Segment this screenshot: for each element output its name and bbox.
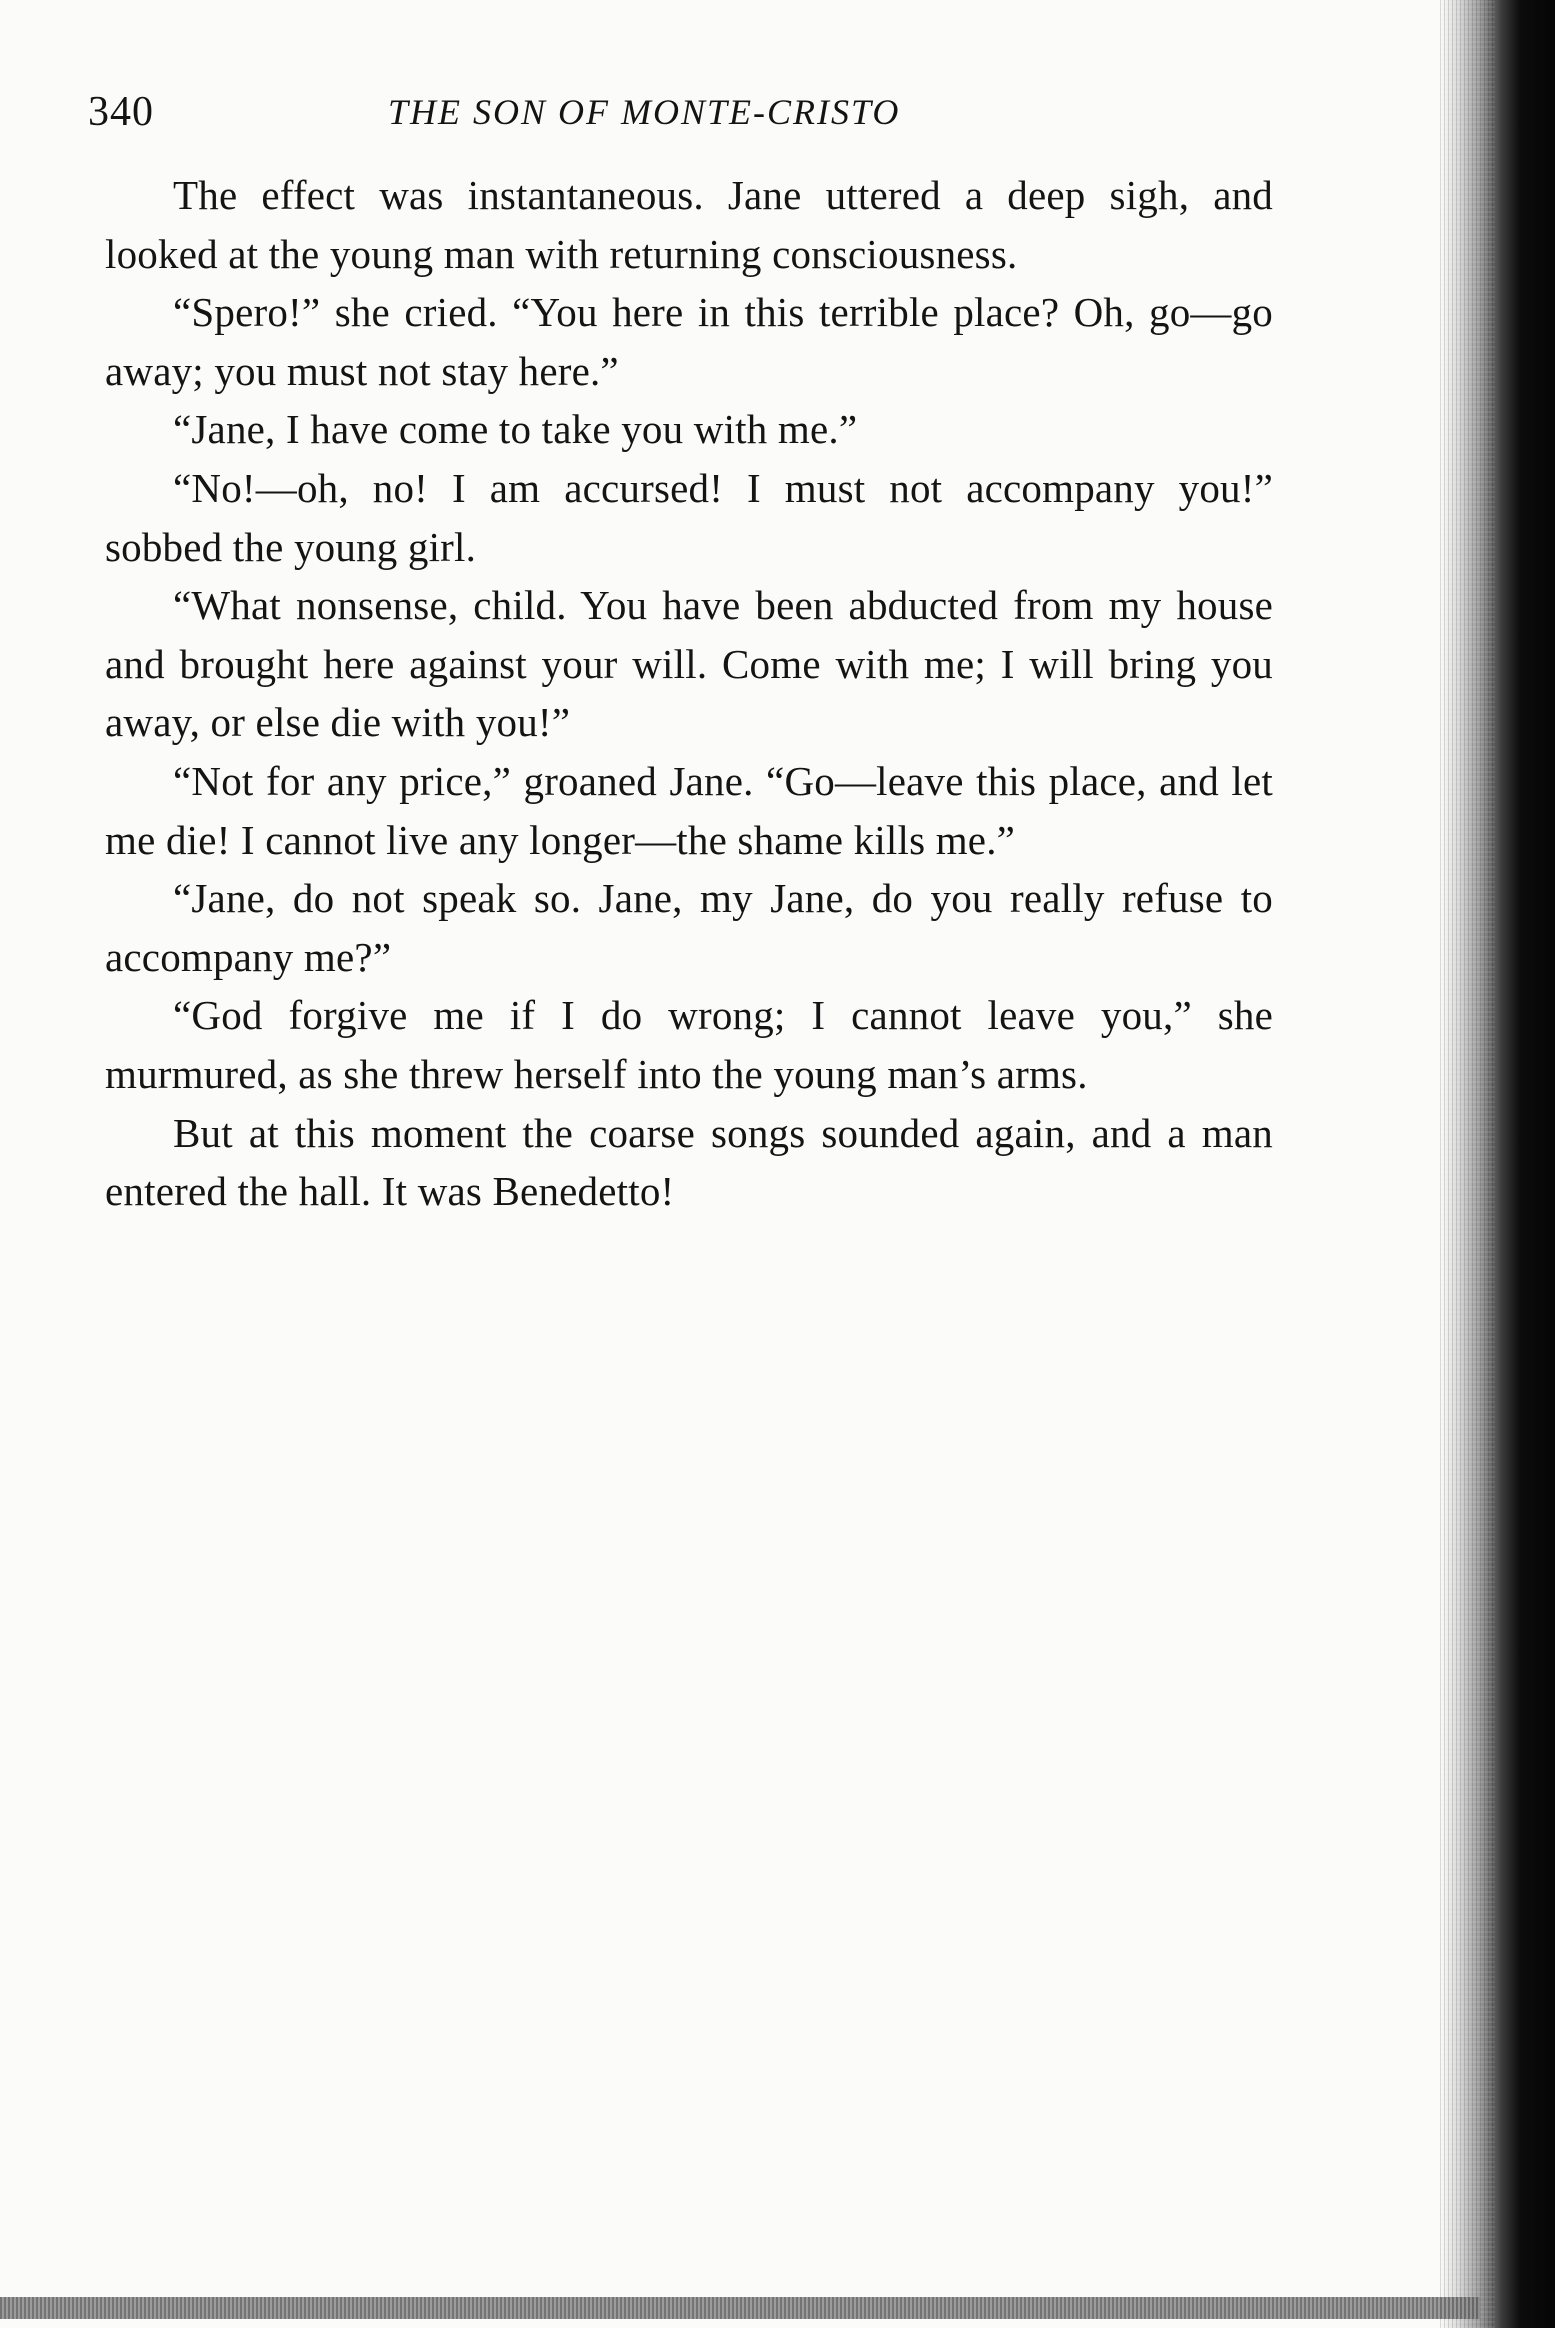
paragraph: “Not for any price,” groaned Jane. “Go—leave this place, and let me die! I cannot live any longer—the shame kills me.” [105, 757, 1273, 863]
paragraph: “God forgive me if I do wrong; I cannot leave you,” she murmured, as she threw herself into the young man’s arms. [105, 992, 1273, 1097]
scan-edge-bottom [0, 2297, 1480, 2319]
binding-gutter-texture [1440, 0, 1495, 2328]
paragraph: “No!—oh, no! I am accursed! I must not accompany you!” sobbed the young girl. [105, 464, 1273, 570]
page-number: 340 [88, 89, 154, 135]
paragraph: The effect was instantaneous. Jane uttered a deep sigh, and looked at the young man with returning consciousness. [105, 172, 1273, 277]
body-text [105, 166, 1273, 1221]
page-header [88, 82, 1268, 142]
paragraph: “What nonsense, child. You have been abducted from my house and brought here against your will. Come with me; I will bring you away, or else die with you!” [105, 582, 1273, 746]
paragraph: “Jane, I have come to take you with me.” [173, 406, 858, 453]
paragraph: But at this moment the coarse songs sounded again, and a man entered the hall. It was Benedetto! [105, 1109, 1273, 1215]
running-title: THE SON OF MONTE-CRISTO [388, 92, 901, 132]
paragraph: “Jane, do not speak so. Jane, my Jane, do you really refuse to accompany me?” [105, 875, 1273, 980]
paragraph: “Spero!” she cried. “You here in this terrible place? Oh, go—go away; you must not stay here.” [105, 289, 1273, 394]
